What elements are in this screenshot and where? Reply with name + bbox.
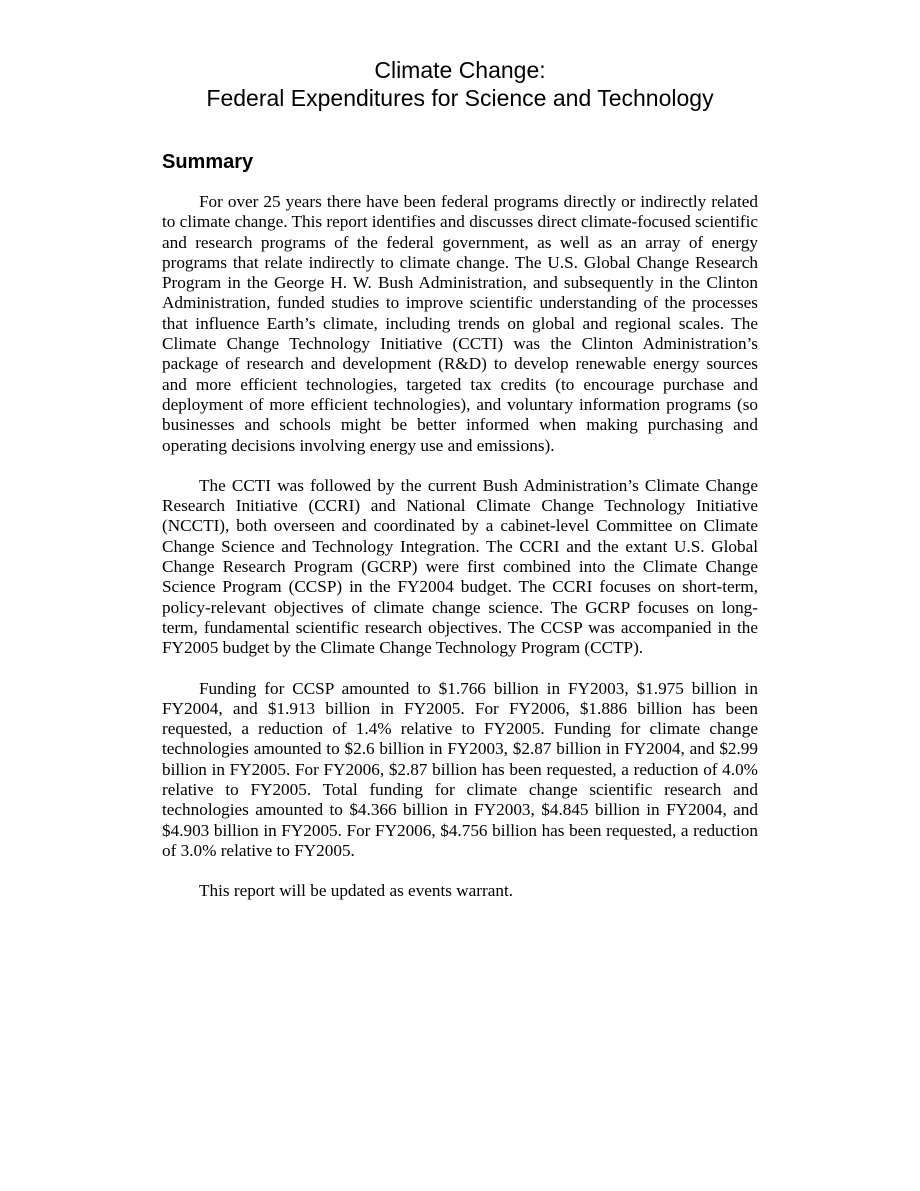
summary-paragraph-2: The CCTI was followed by the current Bush Administration’s Climate Change Research Initiative (CCRI) and National Climate Change Technology Initiative (NCCTI), both overseen and coordinated by a cabinet-level Committee on Climate Change Science and Technology Integration. The CCRI and the extant U.S. Global Change Research Program (GCRP) were first combined into the Climate Change Science Program (CCSP) in the FY2004 budget. The CCRI focuses on short-term, policy-relevant objectives of climate change science. The GCRP focuses on long-term, fundamental scientific research objectives. The CCSP was accompanied in the FY2005 budget by the Climate Change Technology Program (CCTP). [162, 475, 758, 658]
document-title [156, 56, 764, 112]
document-page [162, 56, 758, 922]
summary-paragraph-3: Funding for CCSP amounted to $1.766 billion in FY2003, $1.975 billion in FY2004, and $1.913 billion in FY2005. For FY2006, $1.886 billion has been requested, a reduction of 1.4% relative to FY2005. Funding for climate change technologies amounted to $2.6 billion in FY2003, $2.87 billion in FY2004, and $2.99 billion in FY2005. For FY2006, $2.87 billion has been requested, a reduction of 4.0% relative to FY2005. Total funding for climate change scientific research and technologies amounted to $4.366 billion in FY2003, $4.845 billion in FY2004, and $4.903 billion in FY2005. For FY2006, $4.756 billion has been requested, a reduction of 3.0% relative to FY2005. [162, 678, 758, 860]
summary-paragraph-1: For over 25 years there have been federal programs directly or indirectly related to climate change. This report identifies and discusses direct climate-focused scientific and research programs of the federal government, as well as an array of energy programs that relate indirectly to climate change. The U.S. Global Change Research Program in the George H. W. Bush Administration, and subsequently in the Clinton Administration, funded studies to improve scientific understanding of the processes that influence Earth’s climate, including trends on global and regional scales. The Climate Change Technology Initiative (CCTI) was the Clinton Administration’s package of research and development (R&D) to develop renewable energy sources and more efficient technologies, targeted tax credits (to encourage purchase and deployment of more efficient technologies), and voluntary information programs (so businesses and schools might be better informed when making purchasing and operating decisions involving energy use and emissions). [162, 192, 758, 455]
summary-heading: Summary [162, 151, 254, 173]
summary-paragraph-4: This report will be updated as events warrant. [199, 881, 514, 901]
document-title-line-1: Climate Change: [374, 57, 546, 83]
document-title-line-2: Federal Expenditures for Science and Technology [206, 85, 714, 111]
